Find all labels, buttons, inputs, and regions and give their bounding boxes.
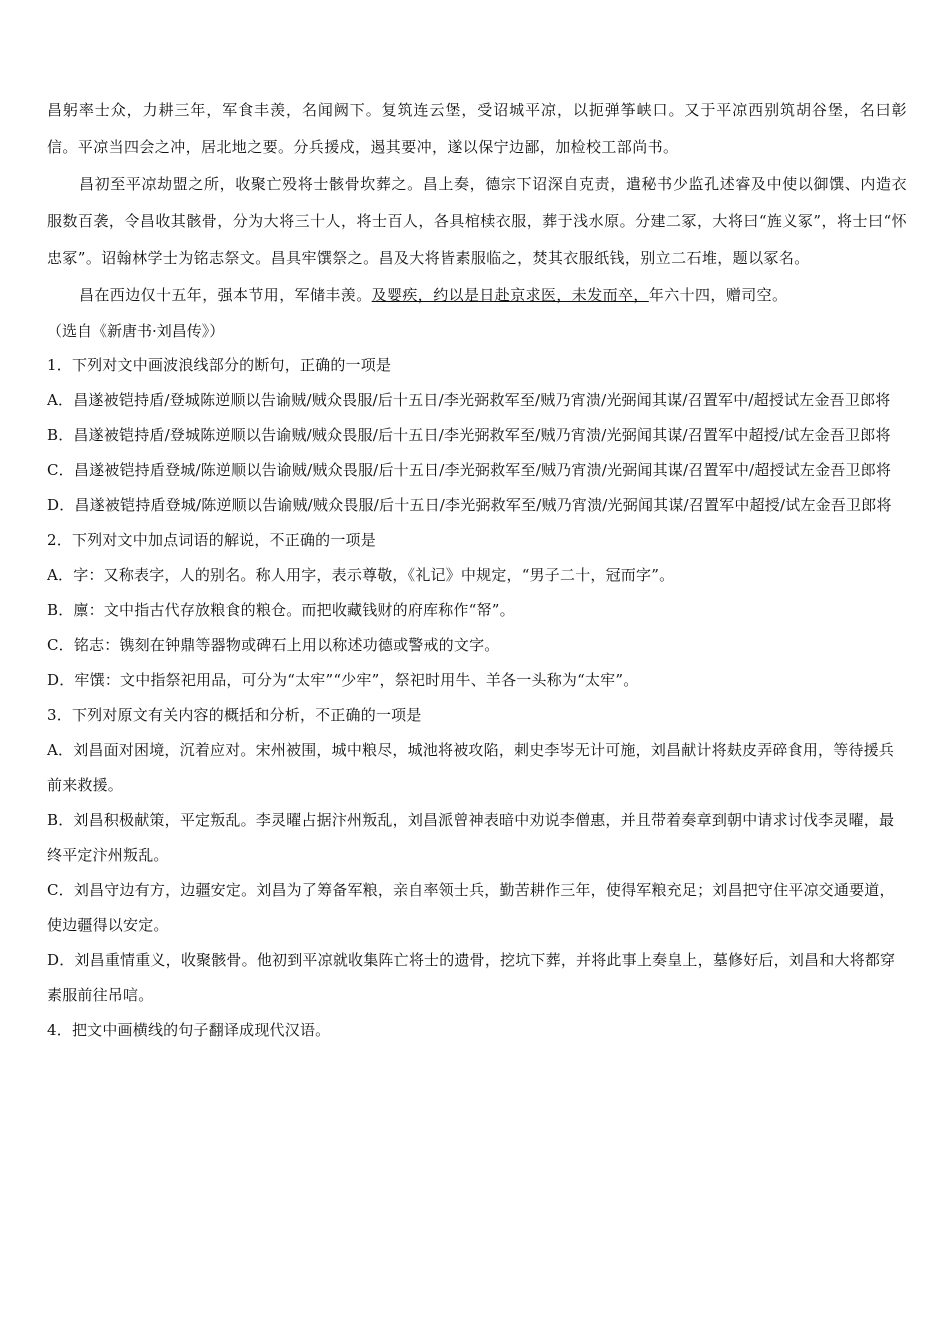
passage-paragraph-3 <box>47 277 907 314</box>
question-2 <box>47 523 907 698</box>
option-a: A．刘昌面对困境，沉着应对。宋州被围，城中粮尽，城池将被攻陷，刺史李岑无计可施，刘昌献计将麸皮弄碎食用，等待援兵前来救援。 <box>47 741 895 794</box>
question-stem: 3．下列对原文有关内容的概括和分析，不正确的一项是 <box>47 706 422 724</box>
question-3 <box>47 698 907 1013</box>
question-stem: 1．下列对文中画波浪线部分的断句，正确的一项是 <box>47 356 392 374</box>
option-a: A．昌遂被铠持盾/登城陈逆顺以告谕贼/贼众畏服/后十五日/李光弼救军至/贼乃宵溃/光弼闻其谋/召置军中/超授试左金吾卫郎将 <box>47 391 891 409</box>
option-c: C．刘昌守边有方，边疆安定。刘昌为了筹备军粮，亲自率领士兵，勤苦耕作三年，使得军粮充足；刘昌把守住平凉交通要道，使边疆得以安定。 <box>47 881 895 934</box>
passage-paragraph-2: 昌初至平凉劫盟之所，收聚亡殁将士骸骨坎葬之。昌上奏，德宗下诏深自克责，遣秘书少监孔述睿及中使以御馔、内造衣服数百袭，令昌收其骸骨，分为大将三十人，将士百人，各具棺椟衣服，葬于浅水原。分建二冢，大将曰“旌义冢”，将士曰“怀忠冢”。诏翰林学士为铭志祭文。昌具牢馔祭之。昌及大将皆素服临之，焚其衣服纸钱，别立二石堆，题以冢名。 <box>47 175 907 267</box>
option-d: D．昌遂被铠持盾登城/陈逆顺以告谕贼/贼众畏服/后十五日/李光弼救军至/贼乃宵溃/光弼闻其谋/召置军中超授/试左金吾卫郎将 <box>47 496 892 514</box>
question-1 <box>47 348 907 523</box>
option-b: B．刘昌积极献策，平定叛乱。李灵曜占据汴州叛乱，刘昌派曾神表暗中劝说李僧惠，并且带着奏章到朝中请求讨伐李灵曜，最终平定汴州叛乱。 <box>47 811 895 864</box>
question-stem: 4．把文中画横线的句子翻译成现代汉语。 <box>47 1021 331 1039</box>
passage-paragraph-1: 昌躬率士众，力耕三年，军食丰羡，名闻阙下。复筑连云堡，受诏城平凉，以扼弹筝峡口。又于平凉西别筑胡谷堡，名曰彰信。平凉当四会之冲，居北地之要。分兵援戍，遏其要冲，遂以保宁边鄙，加检校工部尚书。 <box>47 101 907 156</box>
option-a: A．字：又称表字，人的别名。称人用字，表示尊敬，《礼记》中规定，“男子二十，冠而字”。 <box>47 566 675 584</box>
passage-p3-after: 年六十四，赠司空。 <box>648 286 788 304</box>
document-page <box>47 92 907 1048</box>
option-c: C．铭志：镌刻在钟鼎等器物或碑石上用以称述功德或警戒的文字。 <box>47 636 500 654</box>
option-b: B．昌遂被铠持盾/登城陈逆顺以告谕贼/贼众畏服/后十五日/李光弼救军至/贼乃宵溃/光弼闻其谋/召置军中超授/试左金吾卫郎将 <box>47 426 891 444</box>
source-citation: （选自《新唐书·刘昌传》） <box>47 322 225 340</box>
option-d: D．刘昌重情重义，收聚骸骨。他初到平凉就收集阵亡将士的遗骨，挖坑下葬，并将此事上奏皇上，墓修好后，刘昌和大将都穿素服前往吊唁。 <box>47 951 896 1004</box>
question-stem: 2．下列对文中加点词语的解说，不正确的一项是 <box>47 531 376 549</box>
option-c: C．昌遂被铠持盾登城/陈逆顺以告谕贼/贼众畏服/后十五日/李光弼救军至/贼乃宵溃/光弼闻其谋/召置军中/超授试左金吾卫郎将 <box>47 461 892 479</box>
underlined-sentence: 及婴疾，约以是日赴京求医，未发而卒， <box>371 286 649 304</box>
passage-p3-before: 昌在西边仅十五年，强本节用，军储丰羡。 <box>79 286 372 304</box>
option-b: B．廪：文中指古代存放粮食的粮仓。而把收藏钱财的府库称作“帑”。 <box>47 601 515 619</box>
option-d: D．牢馔：文中指祭祀用品，可分为“太牢”“少牢”，祭祀时用牛、羊各一头称为“太牢”。 <box>47 671 639 689</box>
question-4 <box>47 1013 907 1048</box>
